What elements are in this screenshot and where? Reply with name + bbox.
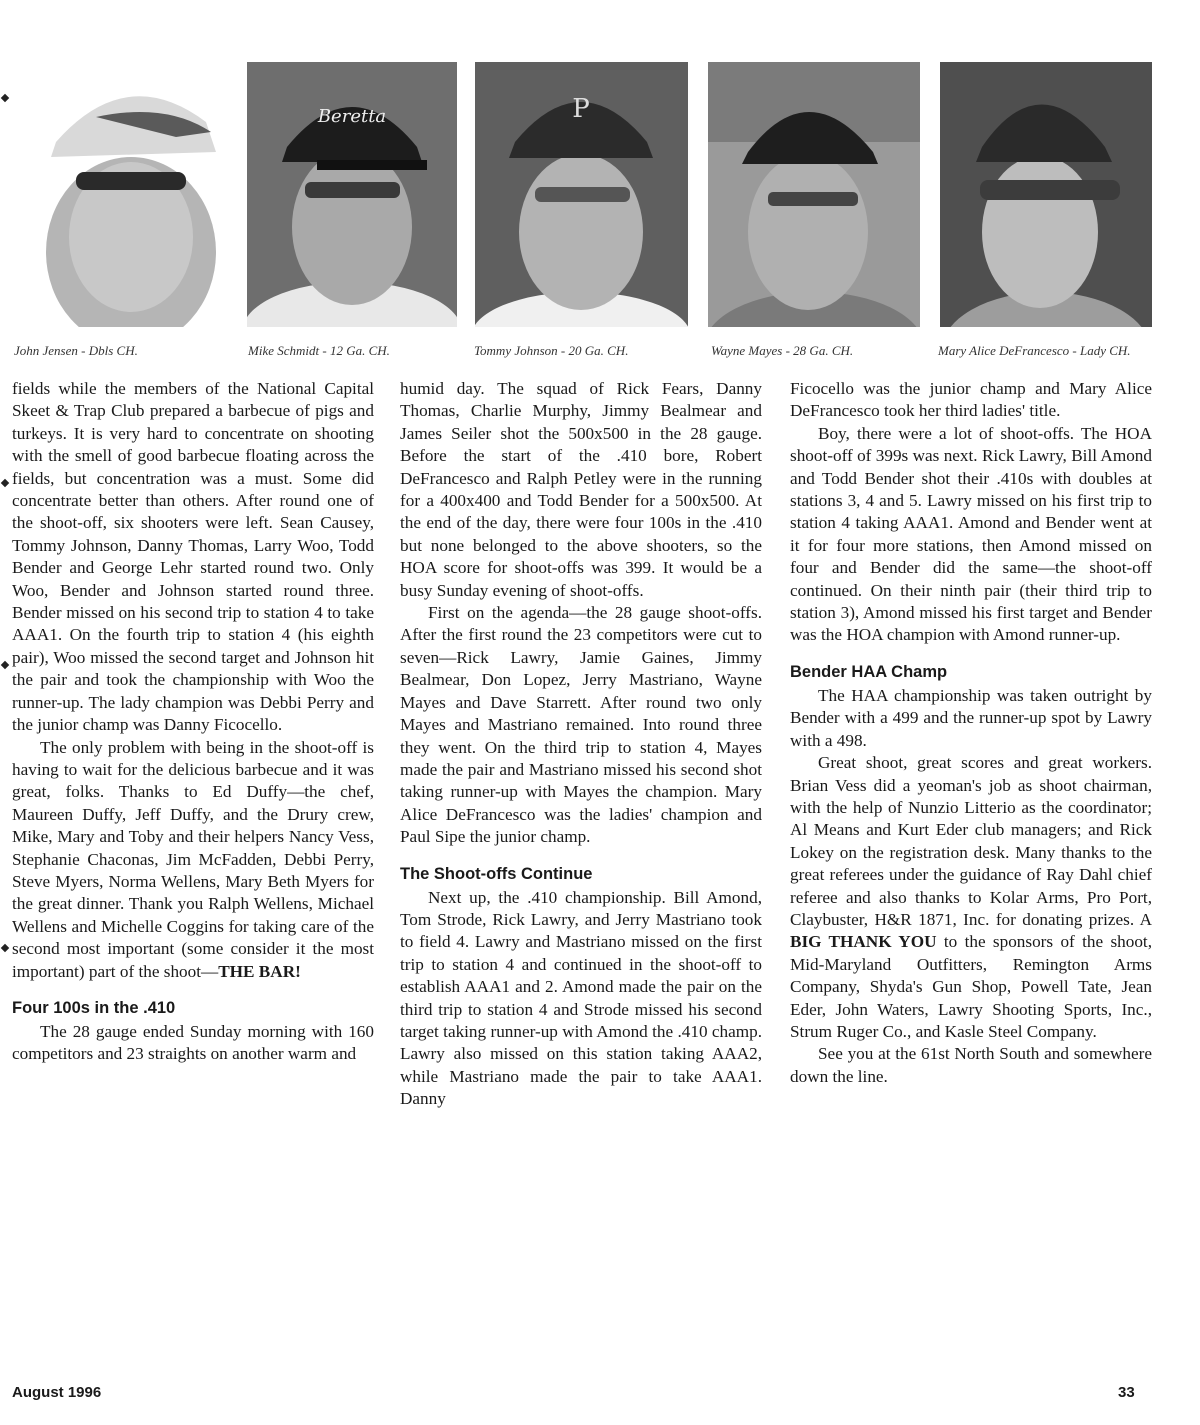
photo-tommy-johnson (475, 62, 688, 327)
article-column-1 (12, 378, 374, 1066)
paragraph: Great shoot, great scores and great workers. Brian Vess did a yeoman's job as shoot chairman, with the help of Nunzio Litterio as the coordinator; Al Means and Kurt Eder club managers; and Rick Lokey on the registration desk. Many thanks to the great referees under the guidance of Ray Dahl chief referee and also thanks to Kolar Arms, Pro Port, Claybuster, H&R 1871, Inc. for donating prizes. A BIG THANK YOU to the sponsors of the shoot, Mid-Maryland Outfitters, Remington Arms Company, Shyda's Gun Shop, Powell Tate, Jean Eder, John Waters, Lawry Shooting Sports, Inc., Strum Ruger Co., and Kasle Steel Company. (790, 753, 1152, 1041)
paragraph: The only problem with being in the shoot-off is having to wait for the delicious barbecue and it was great, folks. Thanks to Ed Duffy—the chef, Maureen Duffy, Jeff Duffy, and the Drury crew, Mike, Mary and Toby and their helpers Nancy Vess, Stephanie Chaconas, Jim McFadden, Debbi Perry, Steve Myers, Norma Wellens, Mary Beth Myers for the great dinner. Thank you Ralph Wellens, Michael Wellens and Michelle Coggins for taking care of the second most important (some consider it the most important) part of the shoot—THE BAR! (12, 737, 374, 981)
photo-caption: Wayne Mayes - 28 Ga. CH. (711, 343, 854, 358)
section-heading: Four 100s in the .410 (12, 998, 176, 1017)
photo-mike-schmidt (247, 62, 457, 327)
margin-mark (1, 94, 9, 102)
paragraph: See you at the 61st North South and somewhere down the line. (790, 1044, 1152, 1086)
photo-mary-alice-defrancesco (940, 62, 1152, 327)
photo-john-jensen (16, 62, 238, 327)
page-number: 33 (1118, 1384, 1135, 1401)
margin-mark (1, 661, 9, 669)
article-column-3 (790, 378, 1152, 1088)
photo-row (14, 62, 1164, 362)
section-heading: The Shoot-offs Continue (400, 864, 593, 883)
paragraph: fields while the members of the National Capital Skeet & Trap Club prepared a barbecue of pigs and turkeys. It is very hard to concentrate on shooting with the smell of good barbecue floating across the fields, but concentration was a must. Some did concentrate better than others. After round one of the shoot-off, six shooters were left. Sean Causey, Tommy Johnson, Danny Thomas, Larry Woo, Todd Bender and George Lehr started round two. Only Woo, Bender and Johnson started round three. Bender missed on his second trip to station 4 to take AAA1. On the fourth trip to station 4 (his eighth pair), Woo missed the second target and Johnson hit the pair and took the championship with Woo the runner-up. The lady champion was Debbi Perry and the junior champ was Danny Ficocello. (12, 379, 374, 735)
paragraph: Ficocello was the junior champ and Mary Alice DeFrancesco took her third ladies' title. (790, 379, 1152, 421)
paragraph: The 28 gauge ended Sunday morning with 160 competitors and 23 straights on another warm and (12, 1021, 374, 1064)
margin-mark (1, 944, 9, 952)
bold-text: BIG THANK YOU (790, 932, 937, 952)
photo-caption: John Jensen - Dbls CH. (14, 343, 138, 358)
footer-date: August 1996 (12, 1384, 102, 1401)
photo-caption: Mike Schmidt - 12 Ga. CH. (248, 343, 390, 358)
cap-logo-text: P (572, 94, 590, 124)
photo-wayne-mayes (708, 62, 920, 327)
photo-caption: Mary Alice DeFrancesco - Lady CH. (938, 343, 1131, 358)
paragraph: humid day. The squad of Rick Fears, Danny Thomas, Charlie Murphy, Jimmy Bealmear and James Seiler shot the 500x500 in the 28 gauge. Before the start of the .410 bore, Robert DeFrancesco and Ralph Petley were in the running for a 400x400 and Todd Bender for a 500x500. At the end of the day, there were four 100s in the .410 but none belonged to the above shooters, so the HOA score for shoot-offs was 399. It would be a busy Sunday evening of shoot-offs. (400, 379, 762, 600)
photo-caption: Tommy Johnson - 20 Ga. CH. (474, 343, 629, 358)
paragraph: Boy, there were a lot of shoot-offs. The HOA shoot-off of 399s was next. Rick Lawry, Bill Amond and Todd Bender shot their .410s with doubles at stations 3, 4 and 5. Lawry missed on his first trip to station 4 taking AAA1. Amond and Bender went at it for four more stations, then Amond missed on four and Bender did the same—the shoot-off continued. On their ninth pair (their third trip to station 3), Amond missed his first target and Bender was the HOA champion with Amond runner-up. (790, 423, 1152, 645)
cap-logo-text: Beretta (317, 106, 387, 127)
article-column-2 (400, 378, 762, 1111)
paragraph: The HAA championship was taken outright by Bender with a 499 and the runner-up spot by Lawry with a 498. (790, 685, 1152, 750)
bold-text: THE BAR! (218, 961, 301, 981)
section-heading: Bender HAA Champ (790, 662, 948, 681)
paragraph: Next up, the .410 championship. Bill Amond, Tom Strode, Rick Lawry, and Jerry Mastriano took to field 4. Lawry and Mastriano missed on the first trip to station 4 and continued in the shoot-off to establish AAA1 and 2. Amond made the pair on the third trip to station 4 and Strode missed his second target taking runner-up with Amond the .410 champ. Lawry also missed on this station taking AAA2, while Mastriano made the pair to take AAA1. Danny (400, 887, 762, 1109)
paragraph: First on the agenda—the 28 gauge shoot-offs. After the first round the 23 competitors were cut to seven—Rick Lawry, Jamie Gaines, Jimmy Bealmear, Don Lopez, Jerry Mastriano, Wayne Mayes and Dave Starrett. After round two only Mayes and Mastriano remained. Into round three they went. On the third trip to station 4, Mayes made the pair and Mastriano missed his second shot taking runner-up with Mayes the champion. Mary Alice DeFrancesco was the ladies' champion and Paul Sipe the junior champ. (400, 603, 762, 847)
margin-mark (1, 479, 9, 487)
